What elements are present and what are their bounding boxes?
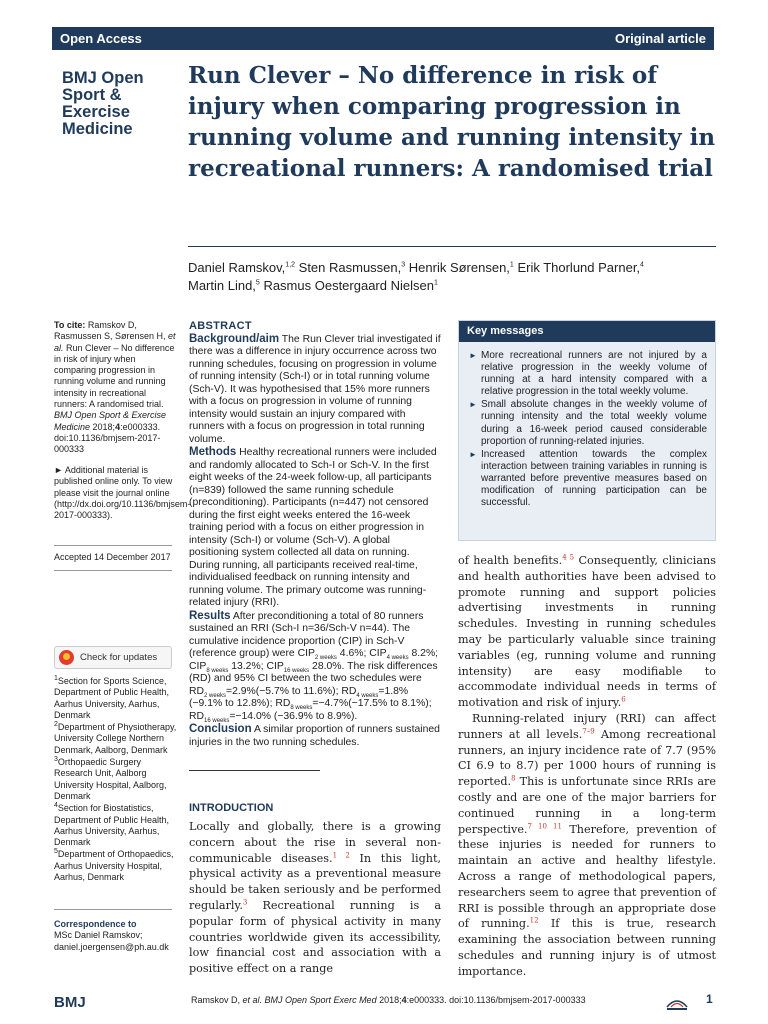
key-message-item: ► Small absolute changes in the weekly volume of running intensity and the total weekly volume during a 16-week period caused considerable proportion of running-related injuries.	[469, 399, 707, 447]
abstract-heading: ABSTRACT	[189, 320, 252, 332]
introduction	[189, 802, 441, 977]
journal-logo	[62, 70, 144, 138]
affiliation: $^2$Department of Physiotherapy, University College Northern Denmark, Aalborg, Denmark	[54, 721, 177, 755]
key-message-item: ► Increased attention towards the complex interaction between training variables in running is warranted before preventive measures based on modification of running participation can be successful.	[469, 448, 707, 509]
affiliation: $^3$Orthopaedic Surgery Research Unit, Aalborg University Hospital, Aalborg, Denmark	[54, 756, 167, 801]
bullet-icon: ►	[469, 351, 477, 360]
sidebar-divider	[54, 545, 172, 546]
footer-citation: Ramskov D, et al. BMJ Open Sport Exerc Med 2018;4:e000333. doi:10.1136/bmjsem-2017-000333	[191, 995, 586, 1005]
citation-box: To cite: Ramskov D, Rasmussen S, Sørensen H, et al. Run Clever – No difference in risk of injury when comparing progression in running volume and running intensity in recreational runners: A randomised trial. BMJ Open Sport & Exercise Medicine 2018;4:e000333. doi:10.1136/bmjsem-2017-000333	[54, 320, 176, 455]
journal-line: BMJ Open	[62, 69, 144, 87]
page-footer	[0, 990, 768, 1024]
correspondence-email[interactable]: MSc Daniel Ramskov; daniel.joergensen@ph.au.dk	[54, 930, 169, 952]
journal-line: Sport &	[62, 86, 122, 104]
abstract	[189, 320, 441, 749]
accepted-date: Accepted 14 December 2017	[54, 552, 171, 562]
abstract-background: Background/aim The Run Clever trial investigated if there was a difference in injury occurrence across two running schedules, focusing on progression in volume of running intensity (Sch-I) or in total running volume (Sch-V). It was hypothesised that 15% more runners with a focus on progression in volume of running intensity would sustain an injury compared with runners with a focus on progression in total running volume.	[189, 332, 441, 445]
key-messages-box	[458, 320, 716, 541]
body-paragraph: of health benefits.$^{4 5}$ Consequently, clinicians and health authorities have been advised to promote running and support policies advertising investments in running schedules. Investing in running schedules may be particularly valuable since training variables (eg, running volume and running intensity) are easy modifiable to accommodate individual needs in terms of motivation and risk of injury.$^6$	[458, 553, 716, 710]
affiliations	[54, 676, 178, 884]
bullet-icon: ►	[469, 400, 477, 410]
check-for-updates-button[interactable]	[54, 646, 172, 669]
abstract-results: Results After preconditioning a total of 80 runners sustained an RRI (Sch-I n=36/Sch-V n=44). The cumulative incidence proportion (CIP) in Sch-V (reference group) were $CIP_{2 weeks}$ 4.6%; $CIP_{4 weeks}$ 8.2%; $CIP_{8 weeks}$ 13.2%; $CIP_{16 weeks}$ 28.0%. The risk differences (RD) and 95% CI between the two schedules were $RD_{2 weeks}=2.9\%(-5.7\%$ to 11.6%); $RD_{4 weeks}=1.8\%(-9.1\%$ to 12.8%); $RD_{8 weeks}=-4.7\%(-17.5\%$ to 8.1%); $RD_{16 weeks}=-14.0\%$ (−36.9% to 8.9%).	[189, 609, 439, 724]
crossmark-icon	[59, 650, 74, 665]
article-type-label: Original article	[614, 31, 706, 46]
journal-line: Exercise	[62, 103, 130, 121]
affiliation: $^4$Section for Biostatistics, Department of Public Health, Aarhus University, Aarhus, Denmark	[54, 802, 170, 848]
affiliation: $^1$Section for Sports Science, Department of Public Health, Aarhus University, Aarhus, Denmark	[54, 675, 170, 720]
key-messages-heading: Key messages	[459, 321, 715, 342]
additional-material-note: ► Additional material is published online only. To view please visit the journal online (http://dx.doi.org/10.1136/bmjsem-2017-000333).	[54, 465, 191, 521]
sidebar-divider	[54, 570, 172, 571]
correspondence: Correspondence to MSc Daniel Ramskov; daniel.joergensen@ph.au.dk	[54, 919, 178, 953]
bmj-logo: BMJ	[54, 994, 86, 1011]
body-paragraph: Running-related injury (RRI) can affect runners at all levels.$^{7-9}$ Among recreational runners, an injury incidence rate of 7.7 (95% CI 6.9 to 8.7) per 1000 hours of running is reported.$^8$ This is unfortunate since RRIs are costly and are one of the major barriers for continued running in a long-term perspective.$^{7 10 11}$ Therefore, prevention of these injuries is needed for runners to maintain an active and healthy lifestyle. Across a range of methodological papers, researchers seem to agree that prevention of RRI is possible through an appropriate dose of running.$^{12}$ If this is true, research examining the association between running schedules and running injury is of utmost importance.	[458, 711, 716, 978]
check-for-updates-label: Check for updates	[80, 652, 158, 663]
key-message-item: ► More recreational runners are not injured by a relative progression in the weekly volume of running at a hard intensity compared with a relative progression in the total weekly volume.	[469, 350, 707, 398]
title-divider	[188, 246, 716, 247]
author-list: Daniel Ramskov,$^{1,2}$ Sten Rasmussen,$^3$ Henrik Sørensen,$^1$ Erik Thorlund Parner,$^4$ Martin Lind,$^5$ Rasmus Oestergaard Nielsen$^1$	[188, 260, 644, 293]
page-number: 1	[706, 992, 713, 1006]
open-access-label: Open Access	[60, 31, 142, 46]
sidebar-divider	[54, 909, 172, 910]
right-column-text	[458, 553, 716, 980]
society-logo-icon	[663, 993, 691, 1013]
abstract-conclusion: Conclusion A similar proportion of runners sustained injuries in the two running schedules.	[189, 723, 440, 748]
article-title: Run Clever – No difference in risk of injury when comparing progression in running volume and running intensity in recreational runners: A randomised trial	[188, 62, 716, 182]
abstract-methods: Methods Healthy recreational runners were included and randomly allocated to Sch-I or Sch-V. In the first eight weeks of the 24-week follow-up, all participants (n=839) followed the same running schedule (preconditioning). Participants (n=447) not censored during the first eight weeks entered the 16-week training period with a focus on either progression in intensity (Sch-I) or volume (Sch-V). A global positioning system collected all data on running. During running, all participants received real-time, individualised feedback on running intensity and running volume. The primary outcome was running-related injury (RRI).	[189, 446, 437, 608]
introduction-heading: INTRODUCTION	[189, 802, 274, 814]
affiliation: $^5$Department of Orthopaedics, Aarhus University Hospital, Aarhus, Denmark	[54, 848, 174, 883]
introduction-paragraph: Locally and globally, there is a growing concern about the rise in several non-communicable diseases.$^{1 2}$ In this light, physical activity as a preventional measure should be taken seriously and be performed regularly.$^3$ Recreational running is a popular form of physical activity in many countries worldwide given its accessibility, low financial cost and association with a positive effect on a range	[189, 820, 441, 976]
top-bar	[52, 27, 714, 50]
journal-line: Medicine	[62, 120, 133, 138]
bullet-icon: ►	[469, 449, 477, 459]
abstract-divider	[189, 770, 320, 771]
